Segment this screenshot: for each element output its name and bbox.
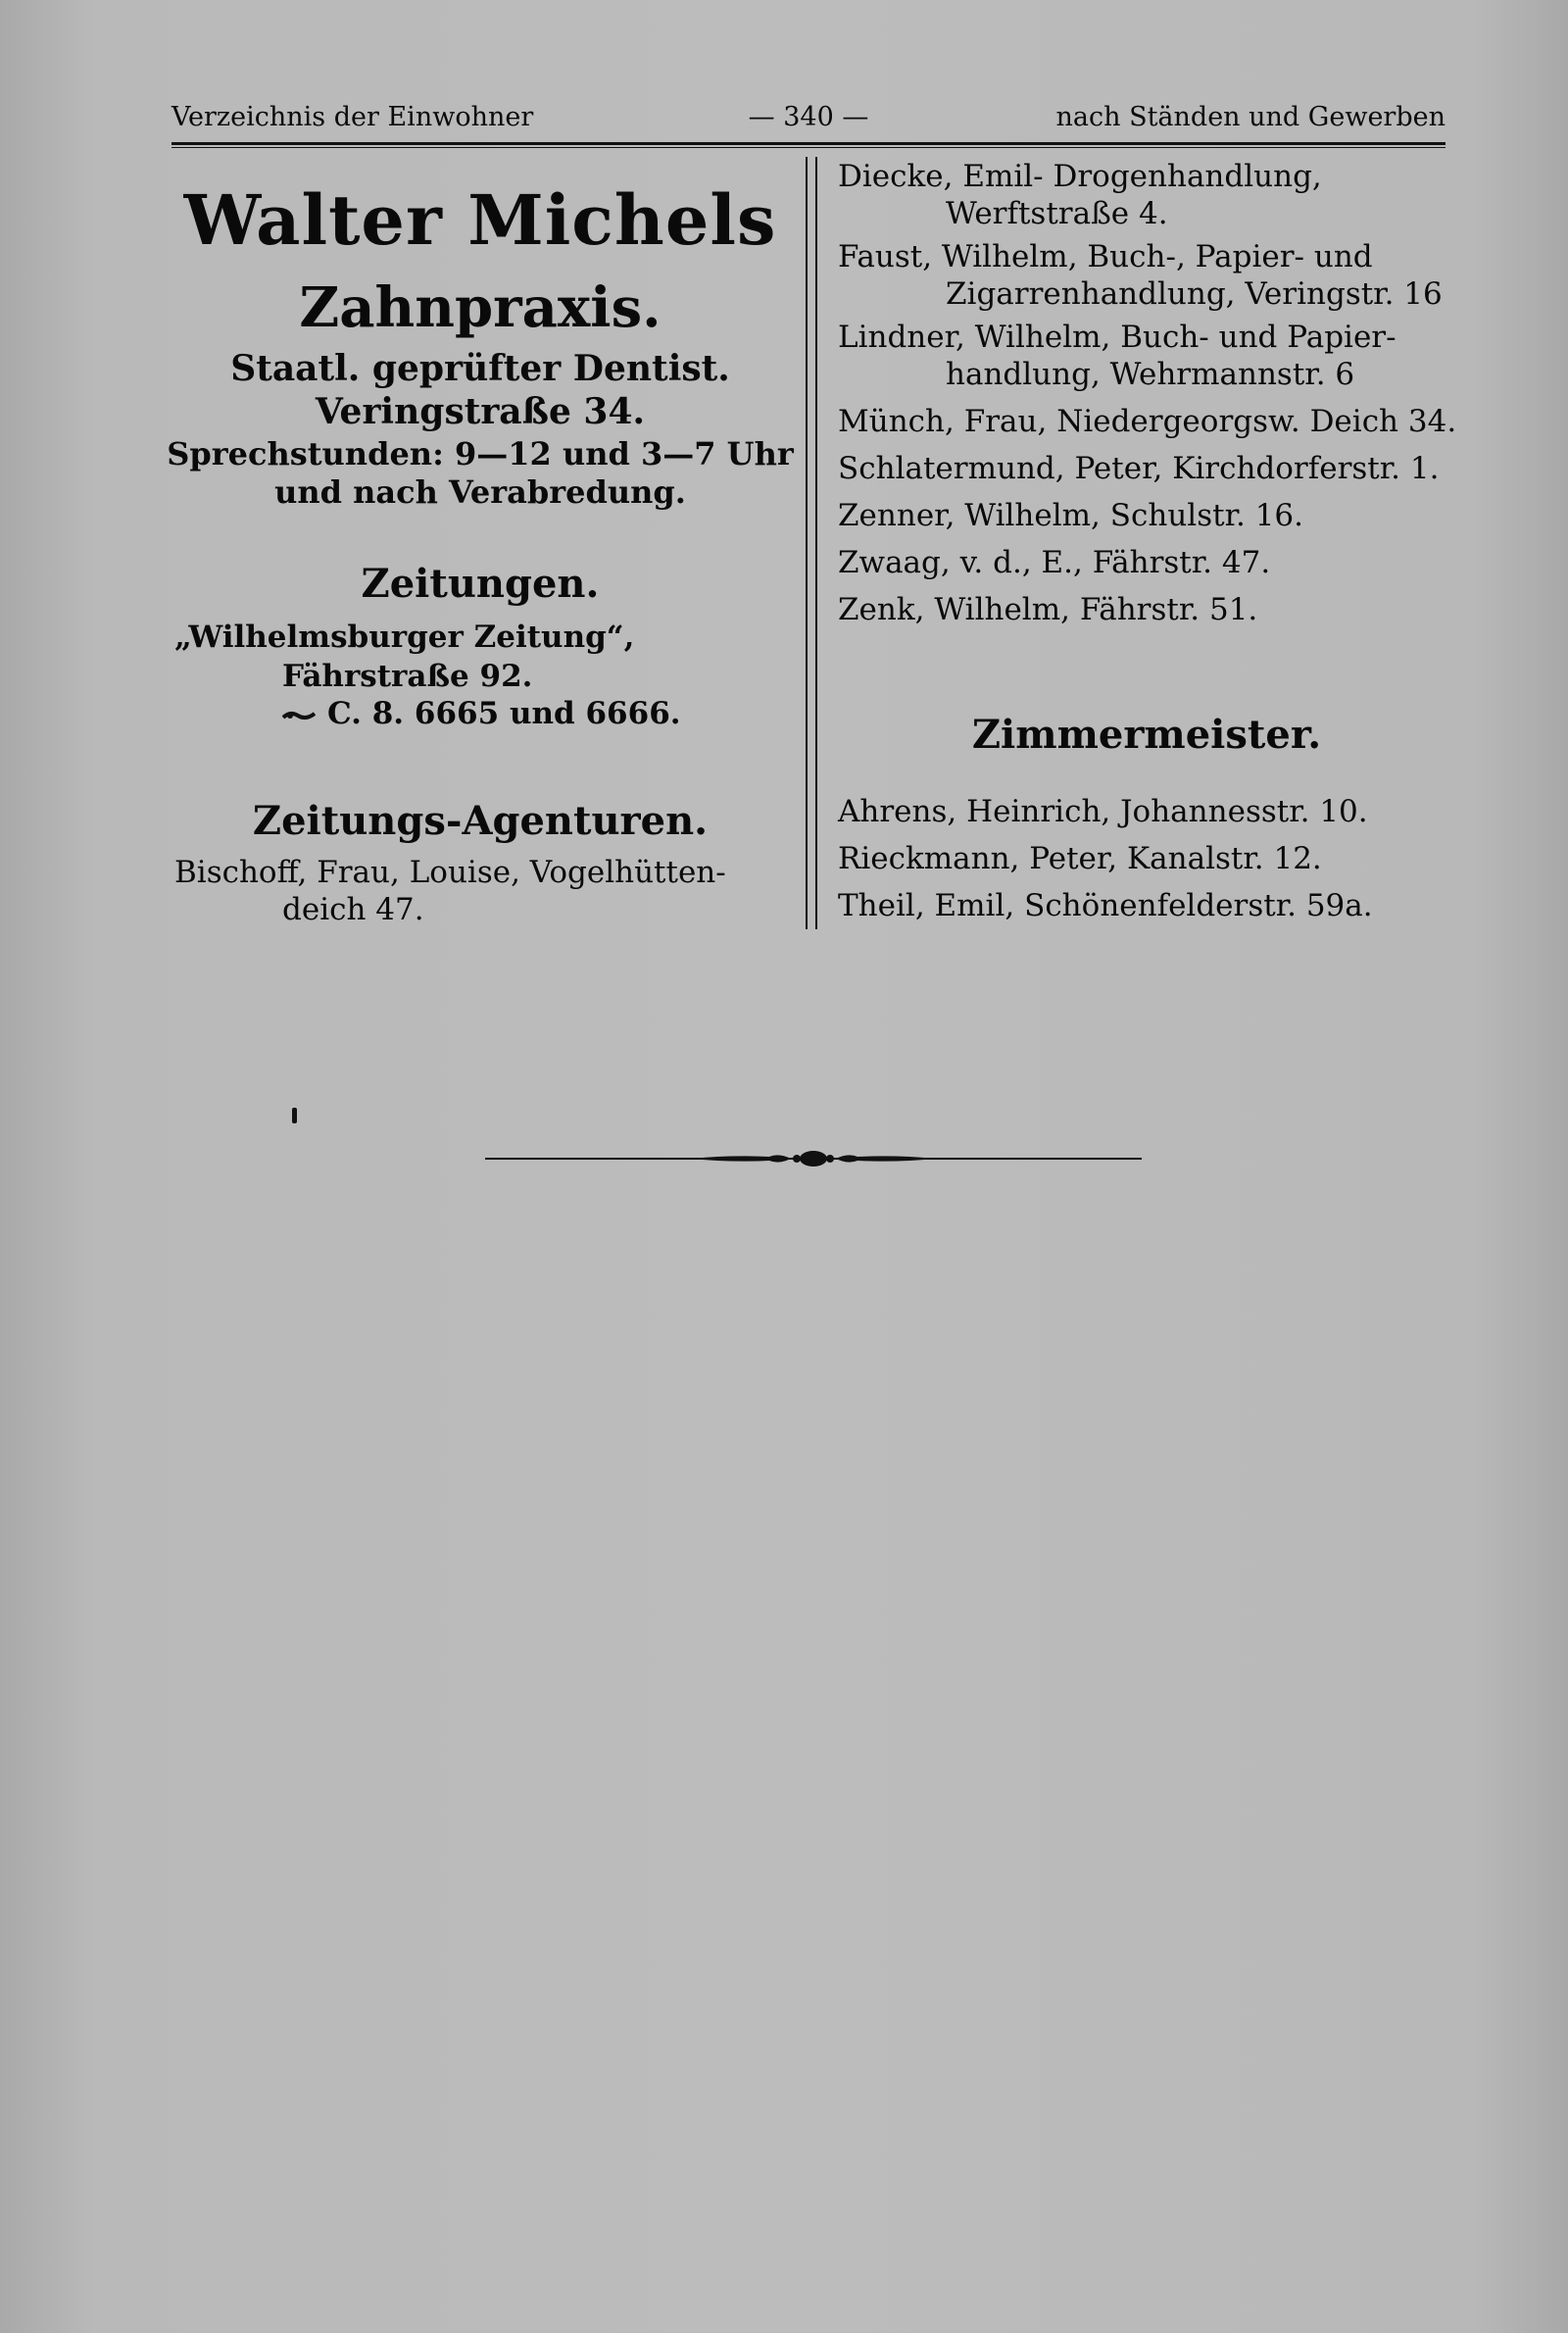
section-heading-zeitungs-agenturen: Zeitungs-Agenturen. bbox=[252, 798, 709, 844]
section-heading-zimmermeister: Zimmermeister. bbox=[971, 712, 1322, 758]
ornament-rule-icon bbox=[485, 1147, 1142, 1170]
header-left-title: Verzeichnis der Einwohner bbox=[172, 102, 534, 132]
page-header bbox=[172, 102, 1446, 141]
zeitungen-phone-text: C. 8. 6665 und 6666. bbox=[327, 696, 681, 731]
advertisement-name: Walter Michels bbox=[183, 179, 777, 261]
list-item: Diecke, Emil- Drogenhandlung, bbox=[838, 159, 1322, 194]
zeitungen-line: Fährstraße 92. bbox=[282, 659, 533, 694]
list-item-continuation: handlung, Wehrmannstr. 6 bbox=[946, 357, 1355, 392]
advertisement-line: Staatl. geprüfter Dentist. bbox=[230, 348, 730, 389]
advertisement-line: Veringstraße 34. bbox=[315, 391, 646, 432]
advertisement-subtitle: Zahnpraxis. bbox=[299, 275, 662, 340]
page-number: — 340 — bbox=[748, 102, 869, 132]
zeitungen-phone-line bbox=[282, 694, 681, 733]
column-divider-right bbox=[815, 157, 817, 929]
agentur-line: Bischoff, Frau, Louise, Vogelhütten- bbox=[174, 855, 726, 890]
list-item: Münch, Frau, Niedergeorgsw. Deich 34. bbox=[838, 404, 1457, 439]
ink-speck bbox=[292, 1108, 297, 1123]
advertisement-line: Sprechstunden: 9—12 und 3—7 Uhr bbox=[167, 435, 794, 472]
agentur-line: deich 47. bbox=[282, 892, 424, 927]
list-item-continuation: Zigarrenhandlung, Veringstr. 16 bbox=[946, 276, 1443, 312]
header-double-rule bbox=[172, 142, 1446, 148]
list-item: Faust, Wilhelm, Buch-, Papier- und bbox=[838, 239, 1373, 274]
telephone-icon bbox=[282, 694, 316, 733]
list-item: Theil, Emil, Schönenfelderstr. 59a. bbox=[838, 888, 1373, 923]
list-item-continuation: Werftstraße 4. bbox=[946, 196, 1168, 231]
list-item: Zenner, Wilhelm, Schulstr. 16. bbox=[838, 498, 1303, 533]
header-right-title: nach Ständen und Gewerben bbox=[1055, 102, 1446, 132]
list-item: Lindner, Wilhelm, Buch- und Papier- bbox=[838, 320, 1396, 355]
list-item: Ahrens, Heinrich, Johannesstr. 10. bbox=[838, 794, 1368, 829]
list-item: Rieckmann, Peter, Kanalstr. 12. bbox=[838, 841, 1322, 876]
list-item: Zwaag, v. d., E., Fährstr. 47. bbox=[838, 545, 1271, 580]
list-item: Zenk, Wilhelm, Fährstr. 51. bbox=[838, 592, 1258, 627]
zeitungen-line: „Wilhelmsburger Zeitung“, bbox=[174, 620, 635, 655]
advertisement-line: und nach Verabredung. bbox=[274, 473, 686, 511]
section-heading-zeitungen: Zeitungen. bbox=[361, 561, 600, 607]
list-item: Schlatermund, Peter, Kirchdorferstr. 1. bbox=[838, 451, 1440, 486]
column-divider-left bbox=[806, 157, 808, 929]
